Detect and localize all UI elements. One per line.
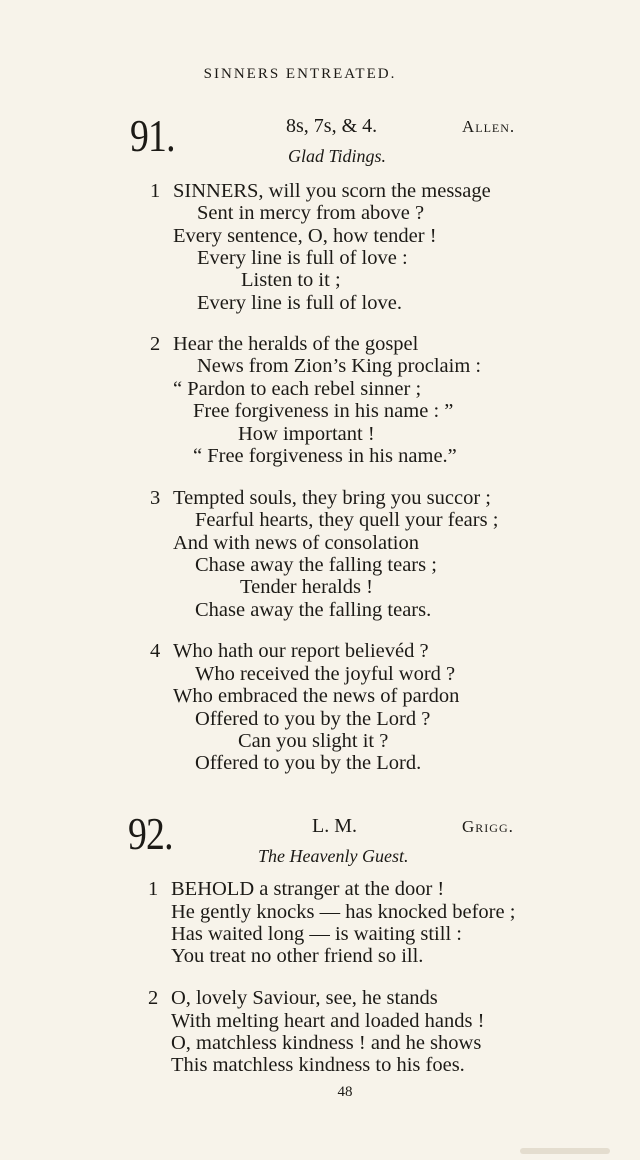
stanza-number: 1 <box>150 180 161 202</box>
verse-line: Chase away the falling tears ; <box>195 554 437 576</box>
verse-line: With melting heart and loaded hands ! <box>171 1010 485 1032</box>
verse-line: You treat no other friend so ill. <box>171 945 424 967</box>
verse-line: Tender heralds ! <box>240 576 373 598</box>
verse-line: This matchless kindness to his foes. <box>171 1054 465 1076</box>
stanza-number: 2 <box>148 987 159 1009</box>
hymn-tune: Grigg. <box>462 817 514 836</box>
hymn-number: 92. <box>128 808 173 859</box>
verse-line: Every line is full of love. <box>197 292 402 314</box>
verse-line: Sent in mercy from above ? <box>197 202 425 224</box>
hymn-meter: 8s, 7s, & 4. <box>286 115 378 137</box>
page-number: 48 <box>337 1084 353 1100</box>
verse-line: O, lovely Saviour, see, he stands <box>171 987 438 1009</box>
verse-line: Fearful hearts, they quell your fears ; <box>195 509 499 531</box>
verse-line: “ Free forgiveness in his name.” <box>193 445 457 467</box>
hymn-meter: L. M. <box>312 815 357 837</box>
verse-line: Free forgiveness in his name : ” <box>193 400 454 422</box>
verse-line: Has waited long — is waiting still : <box>171 923 462 945</box>
verse-line: Who embraced the news of pardon <box>173 685 460 707</box>
stanza-number: 4 <box>150 640 161 662</box>
verse-line: Offered to you by the Lord ? <box>195 708 431 730</box>
verse-line: Listen to it ; <box>241 269 341 291</box>
running-head: SINNERS ENTREATED. <box>203 66 397 82</box>
verse-line: And with news of consolation <box>173 532 419 554</box>
verse-line: Who received the joyful word ? <box>195 663 456 685</box>
verse-line: How important ! <box>238 423 375 445</box>
verse-line: O, matchless kindness ! and he shows <box>171 1032 482 1054</box>
hymn-tune: Allen. <box>462 117 516 136</box>
verse-line: BEHOLD a stranger at the door ! <box>171 878 445 900</box>
stanza-number: 3 <box>150 487 161 509</box>
verse-line: “ Pardon to each rebel sinner ; <box>173 378 422 400</box>
verse-line: Hear the heralds of the gospel <box>173 333 419 355</box>
verse-line: Can you slight it ? <box>238 730 389 752</box>
stanza-number: 2 <box>150 333 161 355</box>
hymn-subtitle: The Heavenly Guest. <box>258 846 409 866</box>
hymn-subtitle: Glad Tidings. <box>288 146 387 166</box>
verse-line: Offered to you by the Lord. <box>195 752 422 774</box>
verse-line: Chase away the falling tears. <box>195 599 432 621</box>
verse-line: Every sentence, O, how tender ! <box>173 225 437 247</box>
verse-line: He gently knocks — has knocked before ; <box>171 901 516 923</box>
hymn-number: 91. <box>130 110 175 161</box>
verse-line: Who hath our report believéd ? <box>173 640 429 662</box>
stanza-number: 1 <box>148 878 159 900</box>
verse-line: Every line is full of love : <box>197 247 408 269</box>
paper-stain <box>520 1148 610 1154</box>
verse-line: Tempted souls, they bring you succor ; <box>173 487 491 509</box>
verse-line: SINNERS, will you scorn the message <box>173 180 491 202</box>
verse-line: News from Zion’s King proclaim : <box>197 355 482 377</box>
